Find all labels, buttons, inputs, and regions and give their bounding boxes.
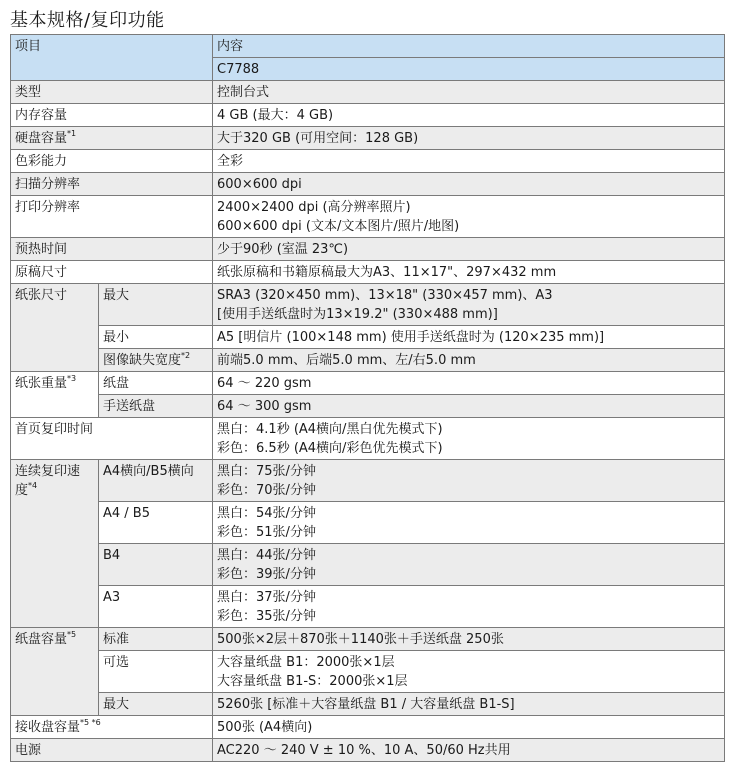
table-row	[11, 739, 725, 762]
table-row	[11, 372, 725, 395]
table-row	[11, 716, 725, 739]
footnote-mark: *4	[28, 481, 38, 490]
page-title: 基本规格/复印功能	[10, 10, 165, 31]
table-row	[11, 460, 725, 502]
table-row	[11, 261, 725, 284]
table-row	[11, 326, 725, 349]
table-row	[11, 238, 725, 261]
model-name: C7788	[213, 58, 725, 81]
table-row	[11, 349, 725, 372]
print-res-line-2: 600×600 dpi (文本/文本图片/照片/地图)	[217, 219, 460, 234]
table-row	[11, 284, 725, 326]
footnote-mark: *1	[67, 129, 77, 138]
sub-label-maximum: 最大	[99, 693, 213, 716]
sub-label-standard: 标准	[99, 628, 213, 651]
table-row	[11, 586, 725, 628]
row-value-print-resolution	[213, 196, 725, 238]
print-res-line-1: 2400×2400 dpi (高分辨率照片)	[217, 200, 411, 215]
a4-color: 彩色：51张/分钟	[217, 525, 316, 540]
row-value-paper-margin: 前端5.0 mm、后端5.0 mm、左/右5.0 mm	[213, 349, 725, 372]
footnote-mark: *5 *6	[80, 718, 101, 727]
row-value-memory: 4 GB (最大：4 GB)	[213, 104, 725, 127]
row-value-a4b5-landscape	[213, 460, 725, 502]
row-value-type: 控制台式	[213, 81, 725, 104]
footnote-mark: *5	[67, 630, 77, 639]
b4-color: 彩色：39张/分钟	[217, 567, 316, 582]
header-content: 内容	[213, 35, 725, 58]
a4-bw: 黑白：54张/分钟	[217, 506, 316, 521]
b4-bw: 黑白：44张/分钟	[217, 548, 316, 563]
header-item: 项目	[11, 35, 213, 81]
sub-label-min: 最小	[99, 326, 213, 349]
paper-max-line-1: SRA3 (320×450 mm)、13×18" (330×457 mm)、A3	[217, 288, 553, 303]
row-value-power: AC220 ～ 240 V ± 10 %、10 A、50/60 Hz共用	[213, 739, 725, 762]
table-row	[11, 395, 725, 418]
row-label-continuous	[11, 460, 99, 628]
a3-color: 彩色：35张/分钟	[217, 609, 316, 624]
table-row	[11, 544, 725, 586]
row-label-original: 原稿尺寸	[11, 261, 213, 284]
row-value-standard: 500张×2层＋870张＋1140张＋手送纸盘 250张	[213, 628, 725, 651]
table-row	[11, 651, 725, 693]
table-row	[11, 693, 725, 716]
table-row	[11, 104, 725, 127]
row-label-warmup: 预热时间	[11, 238, 213, 261]
row-value-paper-max	[213, 284, 725, 326]
sub-label-a4-b5: A4 / B5	[99, 502, 213, 544]
row-value-first-copy	[213, 418, 725, 460]
table-row	[11, 628, 725, 651]
paper-max-line-2: [使用手送纸盘时为13×19.2" (330×488 mm)]	[217, 307, 498, 322]
row-value-original: 纸张原稿和书籍原稿最大为A3、11×17"、297×432 mm	[213, 261, 725, 284]
continuous-label-line-1: 连续复印速	[15, 464, 81, 479]
row-value-hdd: 大于320 GB (可用空间：128 GB)	[213, 127, 725, 150]
row-value-scan-resolution: 600×600 dpi	[213, 173, 725, 196]
row-value-a3	[213, 586, 725, 628]
optional-line-2: 大容量纸盘 B1-S：2000张×1层	[217, 674, 408, 689]
margin-label: 图像缺失宽度	[103, 353, 182, 368]
row-label-hdd	[11, 127, 213, 150]
paper-weight-label: 纸张重量	[15, 376, 68, 391]
hdd-label: 硬盘容量	[15, 131, 68, 146]
table-row	[11, 196, 725, 238]
table-row	[11, 418, 725, 460]
sub-label-b4: B4	[99, 544, 213, 586]
table-row	[11, 81, 725, 104]
optional-line-1: 大容量纸盘 B1：2000张×1层	[217, 655, 395, 670]
row-label-power: 电源	[11, 739, 213, 762]
row-label-color: 色彩能力	[11, 150, 213, 173]
row-label-memory: 内存容量	[11, 104, 213, 127]
sub-label-max: 最大	[99, 284, 213, 326]
footnote-mark: *2	[181, 351, 191, 360]
continuous-label-line-2: 度	[15, 483, 29, 498]
sub-label-optional: 可选	[99, 651, 213, 693]
sub-label-a3: A3	[99, 586, 213, 628]
a4b5-color: 彩色：70张/分钟	[217, 483, 316, 498]
tray-capacity-label: 纸盘容量	[15, 632, 68, 647]
table-row	[11, 127, 725, 150]
sub-label-margin	[99, 349, 213, 372]
row-label-print-resolution: 打印分辨率	[11, 196, 213, 238]
row-label-first-copy: 首页复印时间	[11, 418, 213, 460]
table-row	[11, 150, 725, 173]
row-label-type: 类型	[11, 81, 213, 104]
table-row	[11, 502, 725, 544]
a4b5-bw: 黑白：75张/分钟	[217, 464, 316, 479]
first-copy-line-1: 黑白：4.1秒 (A4横向/黑白优先模式下)	[217, 422, 443, 437]
row-label-paper-weight	[11, 372, 99, 418]
sub-label-bypass: 手送纸盘	[99, 395, 213, 418]
row-value-color: 全彩	[213, 150, 725, 173]
row-value-paper-min: A5 [明信片 (100×148 mm) 使用手送纸盘时为 (120×235 mm)]	[213, 326, 725, 349]
a3-bw: 黑白：37张/分钟	[217, 590, 316, 605]
row-value-tray-weight: 64 ～ 220 gsm	[213, 372, 725, 395]
row-value-maximum: 5260张 [标准＋大容量纸盘 B1 / 大容量纸盘 B1-S]	[213, 693, 725, 716]
row-value-output: 500张 (A4横向)	[213, 716, 725, 739]
table-row	[11, 173, 725, 196]
row-label-scan-resolution: 扫描分辨率	[11, 173, 213, 196]
footnote-mark: *3	[67, 374, 77, 383]
row-label-output	[11, 716, 213, 739]
sub-label-a4b5-landscape: A4横向/B5横向	[99, 460, 213, 502]
row-label-paper-size: 纸张尺寸	[11, 284, 99, 372]
row-value-b4	[213, 544, 725, 586]
table-header-row	[11, 35, 725, 58]
row-value-bypass-weight: 64 ～ 300 gsm	[213, 395, 725, 418]
row-label-tray-capacity	[11, 628, 99, 716]
row-value-optional	[213, 651, 725, 693]
spec-table	[10, 34, 725, 762]
first-copy-line-2: 彩色：6.5秒 (A4横向/彩色优先模式下)	[217, 441, 443, 456]
sub-label-tray: 纸盘	[99, 372, 213, 395]
output-label: 接收盘容量	[15, 720, 81, 735]
row-value-warmup: 少于90秒 (室温 23℃)	[213, 238, 725, 261]
row-value-a4-b5	[213, 502, 725, 544]
